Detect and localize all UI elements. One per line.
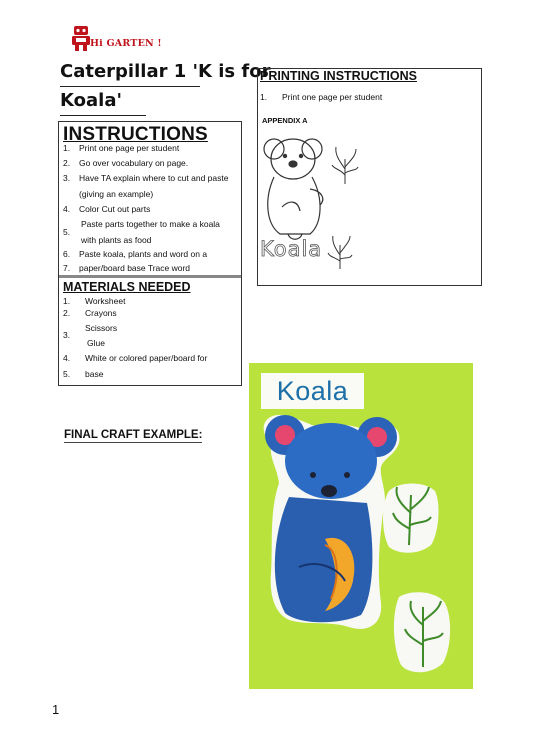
instructions-box: INSTRUCTIONS 1. Print one page per student 2. Go over vocabulary on page. 3. Have TA explain where to cut and paste (giving an example) 4. Color Cut out parts 5. Paste parts together to make a koala with plants as food 6. Paste koala, plants and word on a 7. paper/board base Trace word MATERIALS NEEDED 1. Worksheet 2. Crayons 3. Scissors Glue 4. White or colored paper/board for 5. base [58, 121, 242, 386]
final-example-heading: FINAL CRAFT EXAMPLE: [64, 429, 203, 441]
title-line-1: Caterpillar 1 'K is for [60, 58, 200, 87]
photo-koala-label: Koala [261, 373, 364, 409]
appendix-label: APPENDIX A [262, 116, 308, 125]
page-title [60, 58, 271, 116]
printing-heading: PRINTING INSTRUCTIONS [260, 69, 417, 83]
printing-instructions-box [257, 68, 482, 286]
section-divider [59, 275, 241, 278]
logo-text: Hi GARTEN ! [90, 38, 162, 49]
koala-outline-image [260, 129, 370, 249]
page-number: 1 [52, 702, 60, 717]
materials-heading: MATERIALS NEEDED [63, 280, 191, 294]
title-line-2: Koala' [60, 87, 146, 116]
instructions-heading: INSTRUCTIONS [63, 124, 208, 145]
koala-craft-illustration [249, 363, 473, 689]
trace-word: Koala [260, 237, 323, 261]
plant-outline-icon [326, 233, 354, 271]
final-craft-photo [249, 363, 473, 689]
list-item: 1. Print one page per student [260, 92, 383, 102]
